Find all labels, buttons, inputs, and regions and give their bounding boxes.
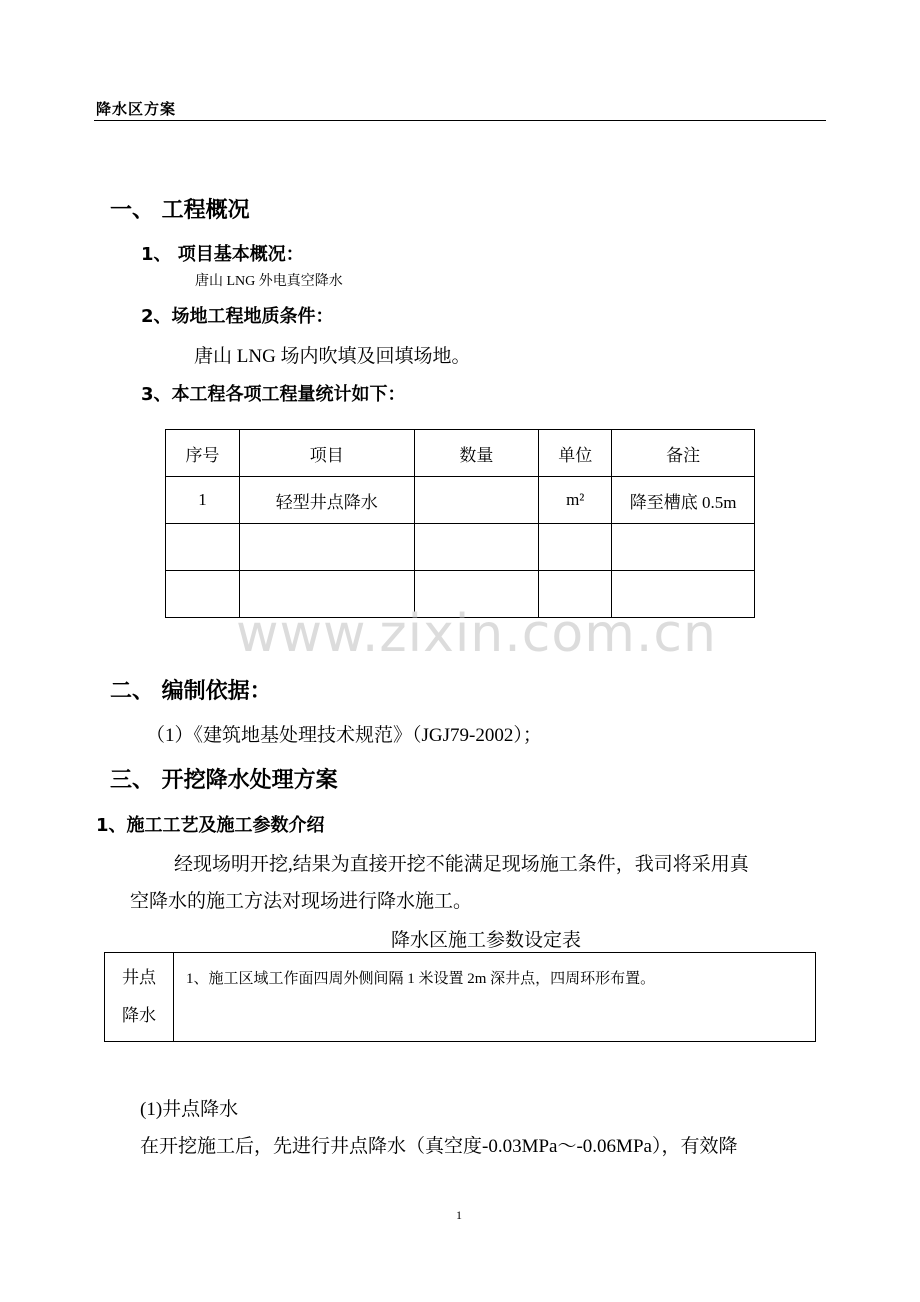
table-header-cell: 单位: [539, 430, 612, 477]
table-cell: m²: [539, 477, 612, 524]
section-3-1-line1: 经现场明开挖,结果为直接开挖不能满足现场施工条件，我司将采用真: [174, 854, 749, 875]
table-cell: 1: [166, 477, 240, 524]
table-cell: [166, 524, 240, 571]
section-1-2-text: 唐山 LNG 场内吹填及回填场地。: [194, 346, 471, 367]
table-cell: [166, 571, 240, 618]
subsection-1-text: 在开挖施工后，先进行井点降水（真空度-0.03MPa～-0.06MPa），有效降: [140, 1136, 738, 1157]
section-1-3-title: 3、本工程各项工程量统计如下：: [141, 384, 406, 405]
param-table: [104, 952, 816, 1042]
quantity-table: [165, 429, 755, 618]
table-cell: 轻型井点降水: [239, 477, 414, 524]
table-header-cell: 项目: [239, 430, 414, 477]
param-label-line1: 井点: [122, 968, 156, 987]
section-2-title: 二、 编制依据：: [110, 679, 272, 704]
table-cell: [414, 524, 539, 571]
subsection-1-title: (1)井点降水: [140, 1099, 239, 1120]
param-table-caption: 降水区施工参数设定表: [391, 930, 582, 951]
param-label-cell: [105, 953, 174, 1042]
table-cell: [612, 524, 755, 571]
table-header-cell: 备注: [612, 430, 755, 477]
header-rule: [94, 120, 826, 121]
section-1-1-title: 1、 项目基本概况：: [141, 244, 304, 265]
table-row: [166, 524, 755, 571]
table-header-cell: 序号: [166, 430, 240, 477]
section-1-1-text: 唐山 LNG 外电真空降水: [195, 274, 343, 289]
page-header-title: 降水区方案: [96, 100, 177, 118]
table-header-cell: 数量: [414, 430, 539, 477]
section-2-text: （1）《建筑地基处理技术规范》（JGJ79-2002）；: [146, 725, 542, 746]
watermark: www.zixin.com.cn: [236, 604, 717, 664]
table-cell: 降至槽底 0.5m: [612, 477, 755, 524]
table-cell: [414, 477, 539, 524]
section-1-title: 一、 工程概况: [110, 198, 250, 223]
param-text-cell: 1、施工区域工作面四周外侧间隔 1 米设置 2m 深井点，四周环形布置。: [174, 953, 816, 1042]
table-row: [105, 953, 816, 1042]
section-3-1-title: 1、施工工艺及施工参数介绍: [96, 815, 325, 836]
table-header-row: [166, 430, 755, 477]
table-cell: [239, 524, 414, 571]
page-number: 1: [456, 1208, 462, 1222]
section-1-2-title: 2、场地工程地质条件：: [141, 306, 334, 327]
section-3-title: 三、 开挖降水处理方案: [110, 768, 338, 793]
table-cell: [539, 524, 612, 571]
section-3-1-line2: 空降水的施工方法对现场进行降水施工。: [130, 891, 473, 912]
param-label-line2: 降水: [122, 1006, 156, 1025]
table-row: [166, 477, 755, 524]
